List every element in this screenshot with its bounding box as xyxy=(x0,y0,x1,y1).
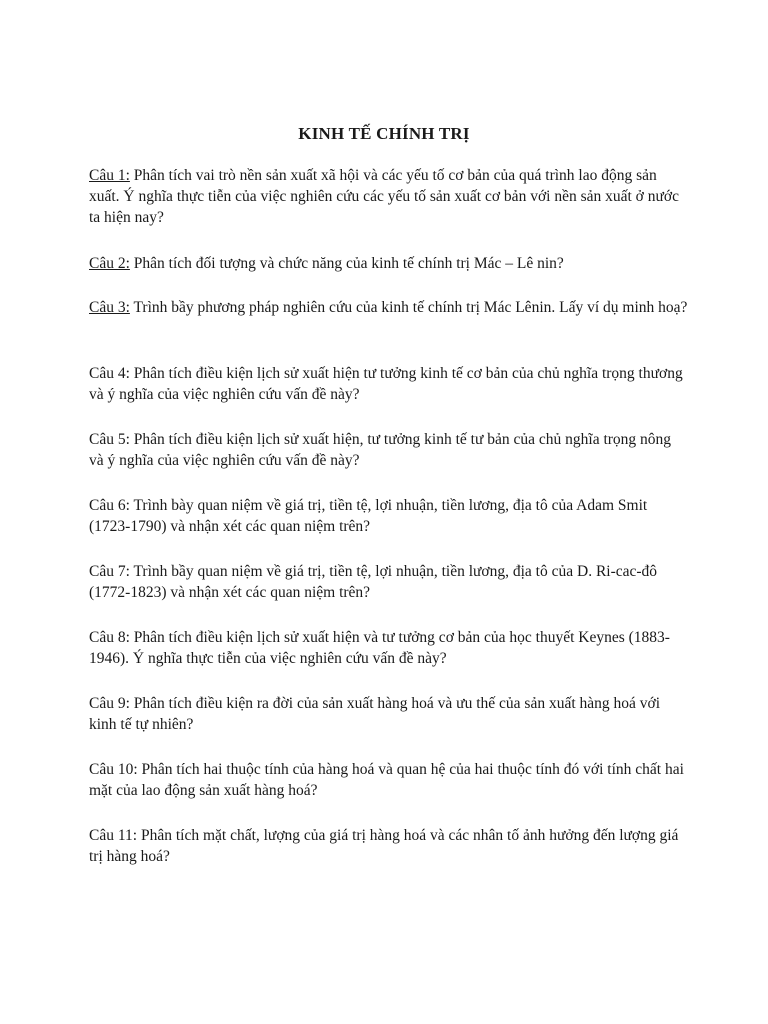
question-text: Trình bầy phương pháp nghiên cứu của kinh tế chính trị Mác Lênin. Lấy ví dụ minh hoạ? xyxy=(129,299,688,316)
question-label: Câu 5: xyxy=(89,431,130,448)
question-label: Câu 2: xyxy=(89,255,130,272)
question-text: Trình bầy quan niệm về giá trị, tiền tệ, lợi nhuận, tiền lương, địa tô của D. Ri-cac-đô (1772-1823) và nhận xét các quan niệm trên? xyxy=(89,563,658,601)
question-5 xyxy=(89,429,689,471)
question-8 xyxy=(89,627,689,669)
question-text: Phân tích điều kiện ra đời của sản xuất hàng hoá và ưu thế của sản xuất hàng hoá với kinh tế tự nhiên? xyxy=(89,695,661,733)
question-9 xyxy=(89,693,689,735)
question-text: Phân tích hai thuộc tính của hàng hoá và quan hệ của hai thuộc tính đó với tính chất hai mặt của lao động sản xuất hàng hoá? xyxy=(89,761,684,799)
question-label: Câu 4: xyxy=(89,365,130,382)
question-4 xyxy=(89,363,689,405)
question-label: Câu 6: xyxy=(89,497,130,514)
question-1 xyxy=(89,165,689,228)
question-text: Trình bày quan niệm về giá trị, tiền tệ, lợi nhuận, tiền lương, địa tô của Adam Smit (1723-1790) và nhận xét các quan niệm trên? xyxy=(89,497,648,535)
question-text: Phân tích mặt chất, lượng của giá trị hàng hoá và các nhân tố ảnh hưởng đến lượng giá trị hàng hoá? xyxy=(89,827,679,865)
question-text: Phân tích điều kiện lịch sử xuất hiện tư tưởng kinh tế cơ bản của chủ nghĩa trọng thương và ý nghĩa của việc nghiên cứu vấn đề này? xyxy=(89,365,683,403)
question-label: Câu 11: xyxy=(89,827,138,844)
question-text: Phân tích điều kiện lịch sử xuất hiện và tư tưởng cơ bản của học thuyết Keynes (1883-1946). Ý nghĩa thực tiễn của việc nghiên cứu vấn đề này? xyxy=(89,629,670,667)
question-label: Câu 10: xyxy=(89,761,138,778)
question-label: Câu 9: xyxy=(89,695,130,712)
question-text: Phân tích đối tượng và chức năng của kinh tế chính trị Mác – Lê nin? xyxy=(129,255,564,272)
question-2 xyxy=(89,253,689,274)
document-title: KINH TẾ CHÍNH TRỊ xyxy=(298,124,470,143)
question-text: Phân tích vai trò nền sản xuất xã hội và các yếu tố cơ bản của quá trình lao động sản xuất. Ý nghĩa thực tiễn của việc nghiên cứu các yếu tố sản xuất cơ bản với nền sản xuất ở nước ta hiện nay? xyxy=(89,167,679,226)
question-3 xyxy=(89,297,689,318)
question-text: Phân tích điều kiện lịch sử xuất hiện, tư tưởng kinh tế tư bản của chủ nghĩa trọng nông và ý nghĩa của việc nghiên cứu vấn đề này? xyxy=(89,431,672,469)
question-6 xyxy=(89,495,689,537)
question-label: Câu 7: xyxy=(89,563,130,580)
question-10 xyxy=(89,759,689,801)
question-label: Câu 1: xyxy=(89,167,130,184)
question-7 xyxy=(89,561,689,603)
question-11 xyxy=(89,825,689,867)
question-label: Câu 8: xyxy=(89,629,130,646)
question-label: Câu 3: xyxy=(89,299,130,316)
